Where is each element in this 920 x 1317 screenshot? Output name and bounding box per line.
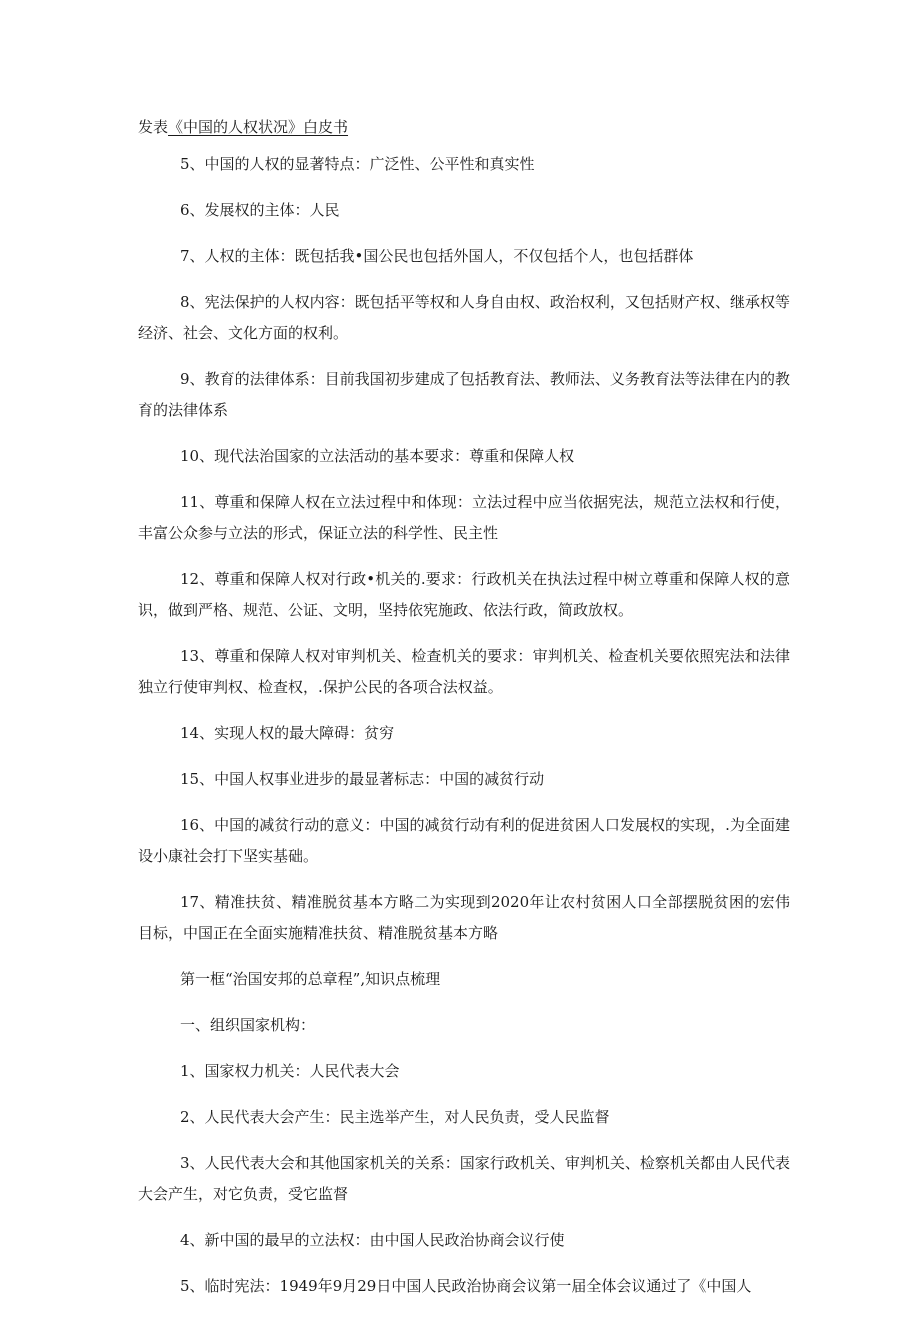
paragraph-item-10: 10、现代法治国家的立法活动的基本要求：尊重和保障人权 xyxy=(180,447,575,465)
document-body xyxy=(138,112,790,1317)
section-heading: 第一框“治国安邦的总章程”,知识点梳理 xyxy=(180,970,441,988)
paragraph-item-6: 6、发展权的主体：人民 xyxy=(180,201,340,219)
paragraph-item-11: 11、尊重和保障人权在立法过程中和体现：立法过程中应当依据宪法，规范立法权和行使，丰富公众参与立法的形式，保证立法的科学性、民主性 xyxy=(138,493,790,542)
paragraph-org-4: 4、新中国的最早的立法权：由中国人民政治协商会议行使 xyxy=(180,1231,565,1249)
paragraph-item-8: 8、宪法保护的人权内容：既包括平等权和人身自由权、政治权利，又包括财产权、继承权等经济、社会、文化方面的权利。 xyxy=(138,293,790,342)
subsection-heading: 一、组织国家机构： xyxy=(180,1016,316,1034)
paragraph-org-5: 5、临时宪法：1949年9月29日中国人民政治协商会议第一届全体会议通过了《中国人 xyxy=(180,1277,752,1295)
paragraph-item-12: 12、尊重和保障人权对行政•机关的.要求：行政机关在执法过程中树立尊重和保障人权的意识，做到严格、规范、公证、文明，坚持依宪施政、依法行政，简政放权。 xyxy=(138,570,790,619)
paragraph-org-3: 3、人民代表大会和其他国家机关的关系：国家行政机关、审判机关、检察机关都由人民代表大会产生，对它负责，受它监督 xyxy=(138,1154,790,1203)
white-paper-title: 《中国的人权状况》白皮书 xyxy=(168,118,349,136)
paragraph-item-17: 17、精准扶贫、精准脱贫基本方略二为实现到2020年让农村贫困人口全部摆脱贫困的宏伟目标，中国正在全面实施精准扶贫、精准脱贫基本方略 xyxy=(138,893,790,942)
paragraph-continuation xyxy=(138,112,790,143)
paragraph-item-7: 7、人权的主体：既包括我•国公民也包括外国人，不仅包括个人，也包括群体 xyxy=(180,247,694,265)
paragraph-item-5: 5、中国的人权的显著特点：广泛性、公平性和真实性 xyxy=(180,155,535,173)
paragraph-item-13: 13、尊重和保障人权对审判机关、检查机关的要求：审判机关、检查机关要依照宪法和法律独立行使审判权、检查权，.保护公民的各项合法权益。 xyxy=(138,647,790,696)
paragraph-item-16: 16、中国的减贫行动的意义：中国的减贫行动有利的促进贫困人口发展权的实现，.为全面建设小康社会打下坚实基础。 xyxy=(138,816,790,865)
paragraph-org-2: 2、人民代表大会产生：民主选举产生，对人民负责，受人民监督 xyxy=(180,1108,610,1126)
paragraph-org-1: 1、国家权力机关：人民代表大会 xyxy=(180,1062,400,1080)
continuation-prefix: 发表 xyxy=(138,118,169,136)
paragraph-item-14: 14、实现人权的最大障碍：贫穷 xyxy=(180,724,395,742)
paragraph-item-9: 9、教育的法律体系：目前我国初步建成了包括教育法、教师法、义务教育法等法律在内的教育的法律体系 xyxy=(138,370,790,419)
paragraph-item-15: 15、中国人权事业进步的最显著标志：中国的减贫行动 xyxy=(180,770,545,788)
